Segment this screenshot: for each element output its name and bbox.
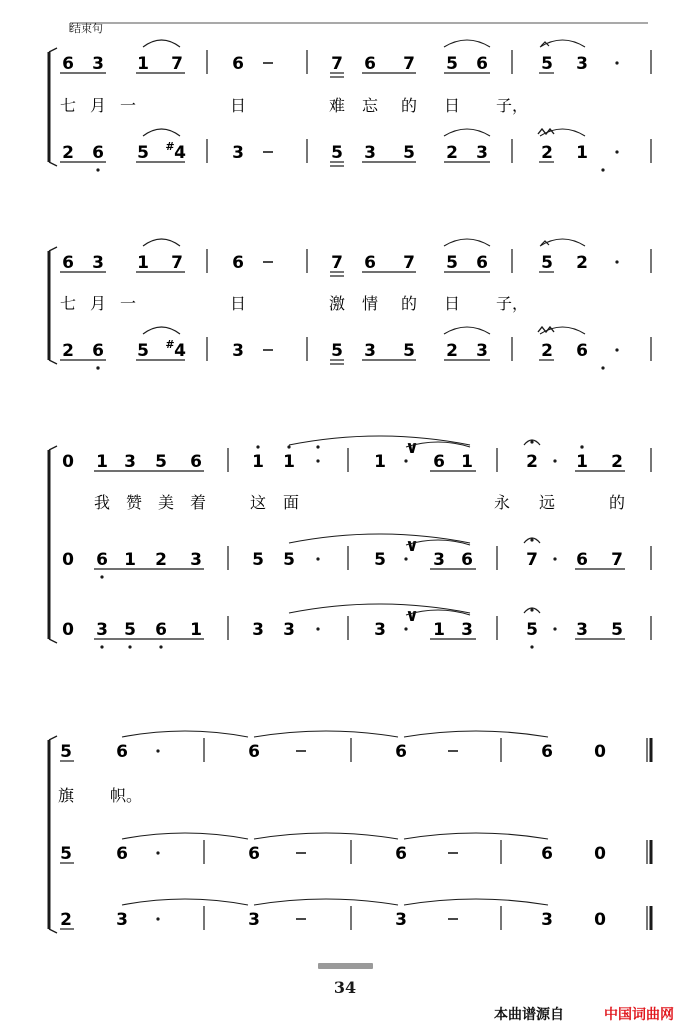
note-number: 1 (252, 452, 264, 472)
note-number: 5 (403, 143, 415, 163)
footer-site-name: 中国词曲网 (604, 1007, 674, 1023)
note-number: 5 (124, 620, 136, 640)
low-octave-dot (530, 645, 533, 648)
note-number: 2 (446, 341, 458, 361)
note-number: 3 (364, 143, 376, 163)
note-number: 2 (611, 452, 623, 472)
note-number: 3 (92, 54, 104, 74)
note-number: 5 (611, 620, 623, 640)
bracket-hook-top (49, 736, 57, 740)
bracket-hook-top (49, 48, 57, 52)
lyric-char: 美 (157, 493, 175, 512)
bracket-hook-bottom (49, 360, 57, 364)
note-number: 2 (446, 143, 458, 163)
note-number: 6 (576, 550, 588, 570)
note-number: 2 (62, 143, 74, 163)
octave-dot (601, 366, 604, 369)
note-number: 6 (541, 844, 553, 864)
lyric-char: 永 (493, 493, 511, 512)
note-number: 1 (374, 452, 386, 472)
note-number: 1 (283, 452, 295, 472)
slur (143, 129, 180, 136)
note-number: 2 (576, 253, 588, 273)
high-octave-dot (316, 445, 319, 448)
breath-mark: ∨ (405, 536, 419, 556)
note-number: 3 (576, 54, 588, 74)
note-number: 3 (461, 620, 473, 640)
note-number: 0 (62, 452, 74, 472)
augmentation-dot (615, 61, 618, 64)
tie (254, 899, 398, 905)
slur (289, 436, 470, 445)
augmentation-dot (615, 348, 618, 351)
lyric-char: 七 (59, 96, 77, 115)
note-number: 3 (190, 550, 202, 570)
note-number: 3 (116, 910, 128, 930)
note-number: 6 (116, 742, 128, 762)
note-number: 2 (526, 452, 538, 472)
lyric-char: 忘 (361, 96, 379, 115)
note-number: 3 (541, 910, 553, 930)
page-number: 34 (333, 978, 357, 997)
note-number: 6 (433, 452, 445, 472)
breath-mark: ∨ (405, 438, 419, 458)
note-number: 6 (395, 844, 407, 864)
note-number: 6 (364, 253, 376, 273)
note-number: 6 (92, 341, 104, 361)
lyric-char: 难 (328, 96, 346, 115)
note-number: 1 (576, 452, 588, 472)
note-number: 7 (331, 54, 343, 74)
augmentation-dot (404, 557, 407, 560)
note-number: 6 (232, 54, 244, 74)
bracket-hook-top (49, 247, 57, 251)
note-number: 4 (174, 143, 186, 163)
note-number: 5 (446, 253, 458, 273)
note-number: 3 (248, 910, 260, 930)
augmentation-dot (156, 851, 159, 854)
augmentation-dot (316, 627, 319, 630)
note-number: 6 (116, 844, 128, 864)
lyric-char: 的 (400, 96, 418, 115)
slur (143, 327, 180, 334)
bracket-hook-bottom (49, 929, 57, 933)
note-number: 3 (433, 550, 445, 570)
high-octave-dot (580, 445, 583, 448)
note-number: 1 (137, 54, 149, 74)
note-number: 7 (331, 253, 343, 273)
lyric-char: 日 (443, 294, 461, 313)
lyric-char: 远 (538, 493, 556, 512)
note-number: 6 (248, 844, 260, 864)
note-number: 5 (526, 620, 538, 640)
augmentation-dot (156, 917, 159, 920)
octave-dot (100, 575, 103, 578)
slur (143, 239, 180, 246)
note-number: 5 (60, 844, 72, 864)
note-number: 7 (403, 253, 415, 273)
note-number: 5 (374, 550, 386, 570)
note-number: 6 (576, 341, 588, 361)
note-number: 6 (476, 253, 488, 273)
lyric-char: 着 (189, 493, 207, 512)
note-number: 1 (137, 253, 149, 273)
note-number: 3 (92, 253, 104, 273)
lyric-char: 子， (495, 294, 529, 313)
note-number: 7 (403, 54, 415, 74)
lyric-char: 日 (443, 96, 461, 115)
augmentation-dot (615, 260, 618, 263)
note-number: 1 (190, 620, 202, 640)
sharp-sign: # (165, 338, 175, 351)
note-number: 3 (374, 620, 386, 640)
note-number: 3 (476, 341, 488, 361)
note-number: 0 (594, 742, 606, 762)
note-number: 7 (611, 550, 623, 570)
lyric-char: 一 (119, 294, 137, 313)
lyric-char: 日 (229, 294, 247, 313)
note-number: 5 (252, 550, 264, 570)
lyric-char: 日 (229, 96, 247, 115)
section-label: 结束句 (70, 22, 103, 35)
octave-dot (128, 645, 131, 648)
lyric-char: 激 (328, 294, 346, 313)
slur (444, 129, 490, 136)
note-number: 3 (364, 341, 376, 361)
slur (143, 40, 180, 47)
note-number: 6 (92, 143, 104, 163)
note-number: 4 (174, 341, 186, 361)
lyric-char: 一 (119, 96, 137, 115)
note-number: 0 (62, 620, 74, 640)
note-number: 0 (594, 910, 606, 930)
tie (122, 833, 248, 839)
tie (254, 833, 398, 839)
tie (122, 899, 248, 905)
note-number: 1 (461, 452, 473, 472)
fermata-dot (530, 440, 533, 443)
note-number: 7 (171, 253, 183, 273)
note-number: 6 (62, 253, 74, 273)
note-number: 6 (96, 550, 108, 570)
note-number: 5 (137, 143, 149, 163)
note-number: 1 (433, 620, 445, 640)
page-number-bar (318, 963, 373, 969)
lyric-char: 的 (400, 294, 418, 313)
lyric-char: 我 (93, 493, 111, 512)
note-number: 3 (96, 620, 108, 640)
bracket-hook-top (49, 446, 57, 450)
tie (404, 731, 548, 737)
note-number: 7 (526, 550, 538, 570)
note-number: 5 (331, 341, 343, 361)
note-number: 3 (576, 620, 588, 640)
note-number: 2 (60, 910, 72, 930)
note-number: 6 (190, 452, 202, 472)
breath-mark: ∨ (405, 606, 419, 626)
note-number: 5 (137, 341, 149, 361)
augmentation-dot (316, 459, 319, 462)
note-number: 1 (96, 452, 108, 472)
lyric-char: 面 (282, 493, 300, 512)
trill-mark (538, 327, 554, 332)
slur (444, 40, 490, 47)
bracket-hook-bottom (49, 639, 57, 643)
note-number: 5 (283, 550, 295, 570)
octave-dot (159, 645, 162, 648)
augmentation-dot (156, 749, 159, 752)
note-number: 2 (541, 341, 553, 361)
trill-mark (538, 129, 554, 134)
octave-dot (100, 645, 103, 648)
note-number: 6 (476, 54, 488, 74)
tie (122, 731, 248, 737)
note-number: 6 (232, 253, 244, 273)
augmentation-dot (553, 557, 556, 560)
note-number: 1 (124, 550, 136, 570)
note-number: 6 (541, 742, 553, 762)
note-number: 5 (446, 54, 458, 74)
note-number: 5 (403, 341, 415, 361)
sharp-sign: # (165, 140, 175, 153)
note-number: 6 (248, 742, 260, 762)
lyric-char: 月 (89, 294, 107, 313)
note-number: 6 (155, 620, 167, 640)
note-number: 3 (476, 143, 488, 163)
tie (404, 833, 548, 839)
fermata-dot (530, 538, 533, 541)
note-number: 5 (331, 143, 343, 163)
tie (404, 899, 548, 905)
note-number: 5 (155, 452, 167, 472)
note-number: 3 (232, 341, 244, 361)
bracket-hook-bottom (49, 162, 57, 166)
note-number: 3 (232, 143, 244, 163)
augmentation-dot (316, 557, 319, 560)
footer-source-label: 本曲谱源自 (494, 1007, 564, 1023)
note-number: 7 (171, 54, 183, 74)
note-number: 5 (60, 742, 72, 762)
augmentation-dot (404, 627, 407, 630)
note-number: 2 (62, 341, 74, 361)
note-number: 6 (62, 54, 74, 74)
octave-dot (601, 168, 604, 171)
note-number: 3 (395, 910, 407, 930)
augmentation-dot (615, 150, 618, 153)
slur (289, 534, 470, 543)
fermata-dot (530, 608, 533, 611)
augmentation-dot (553, 459, 556, 462)
note-number: 0 (62, 550, 74, 570)
lyric-char: 赞 (125, 493, 143, 512)
note-number: 6 (395, 742, 407, 762)
augmentation-dot (404, 459, 407, 462)
note-number: 6 (364, 54, 376, 74)
slur (289, 604, 470, 613)
note-number: 3 (283, 620, 295, 640)
note-number: 3 (252, 620, 264, 640)
slur (444, 239, 490, 246)
high-octave-dot (287, 445, 290, 448)
lyric-char: 情 (361, 294, 379, 313)
note-number: 1 (576, 143, 588, 163)
lyric-char: 子， (495, 96, 529, 115)
lyric-char: 这 (249, 493, 267, 512)
lyric-char: 旗 (57, 786, 75, 805)
high-octave-dot (256, 445, 259, 448)
note-number: 0 (594, 844, 606, 864)
note-number: 5 (541, 54, 553, 74)
octave-dot (96, 366, 99, 369)
augmentation-dot (553, 627, 556, 630)
note-number: 2 (541, 143, 553, 163)
note-number: 5 (541, 253, 553, 273)
note-number: 2 (155, 550, 167, 570)
note-number: 6 (461, 550, 473, 570)
lyric-char: 月 (89, 96, 107, 115)
note-number: 3 (124, 452, 136, 472)
tie (254, 731, 398, 737)
slur (444, 327, 490, 334)
octave-dot (96, 168, 99, 171)
lyric-char: 帜。 (109, 786, 143, 805)
lyric-char: 的 (608, 493, 626, 512)
lyric-char: 七 (59, 294, 77, 313)
